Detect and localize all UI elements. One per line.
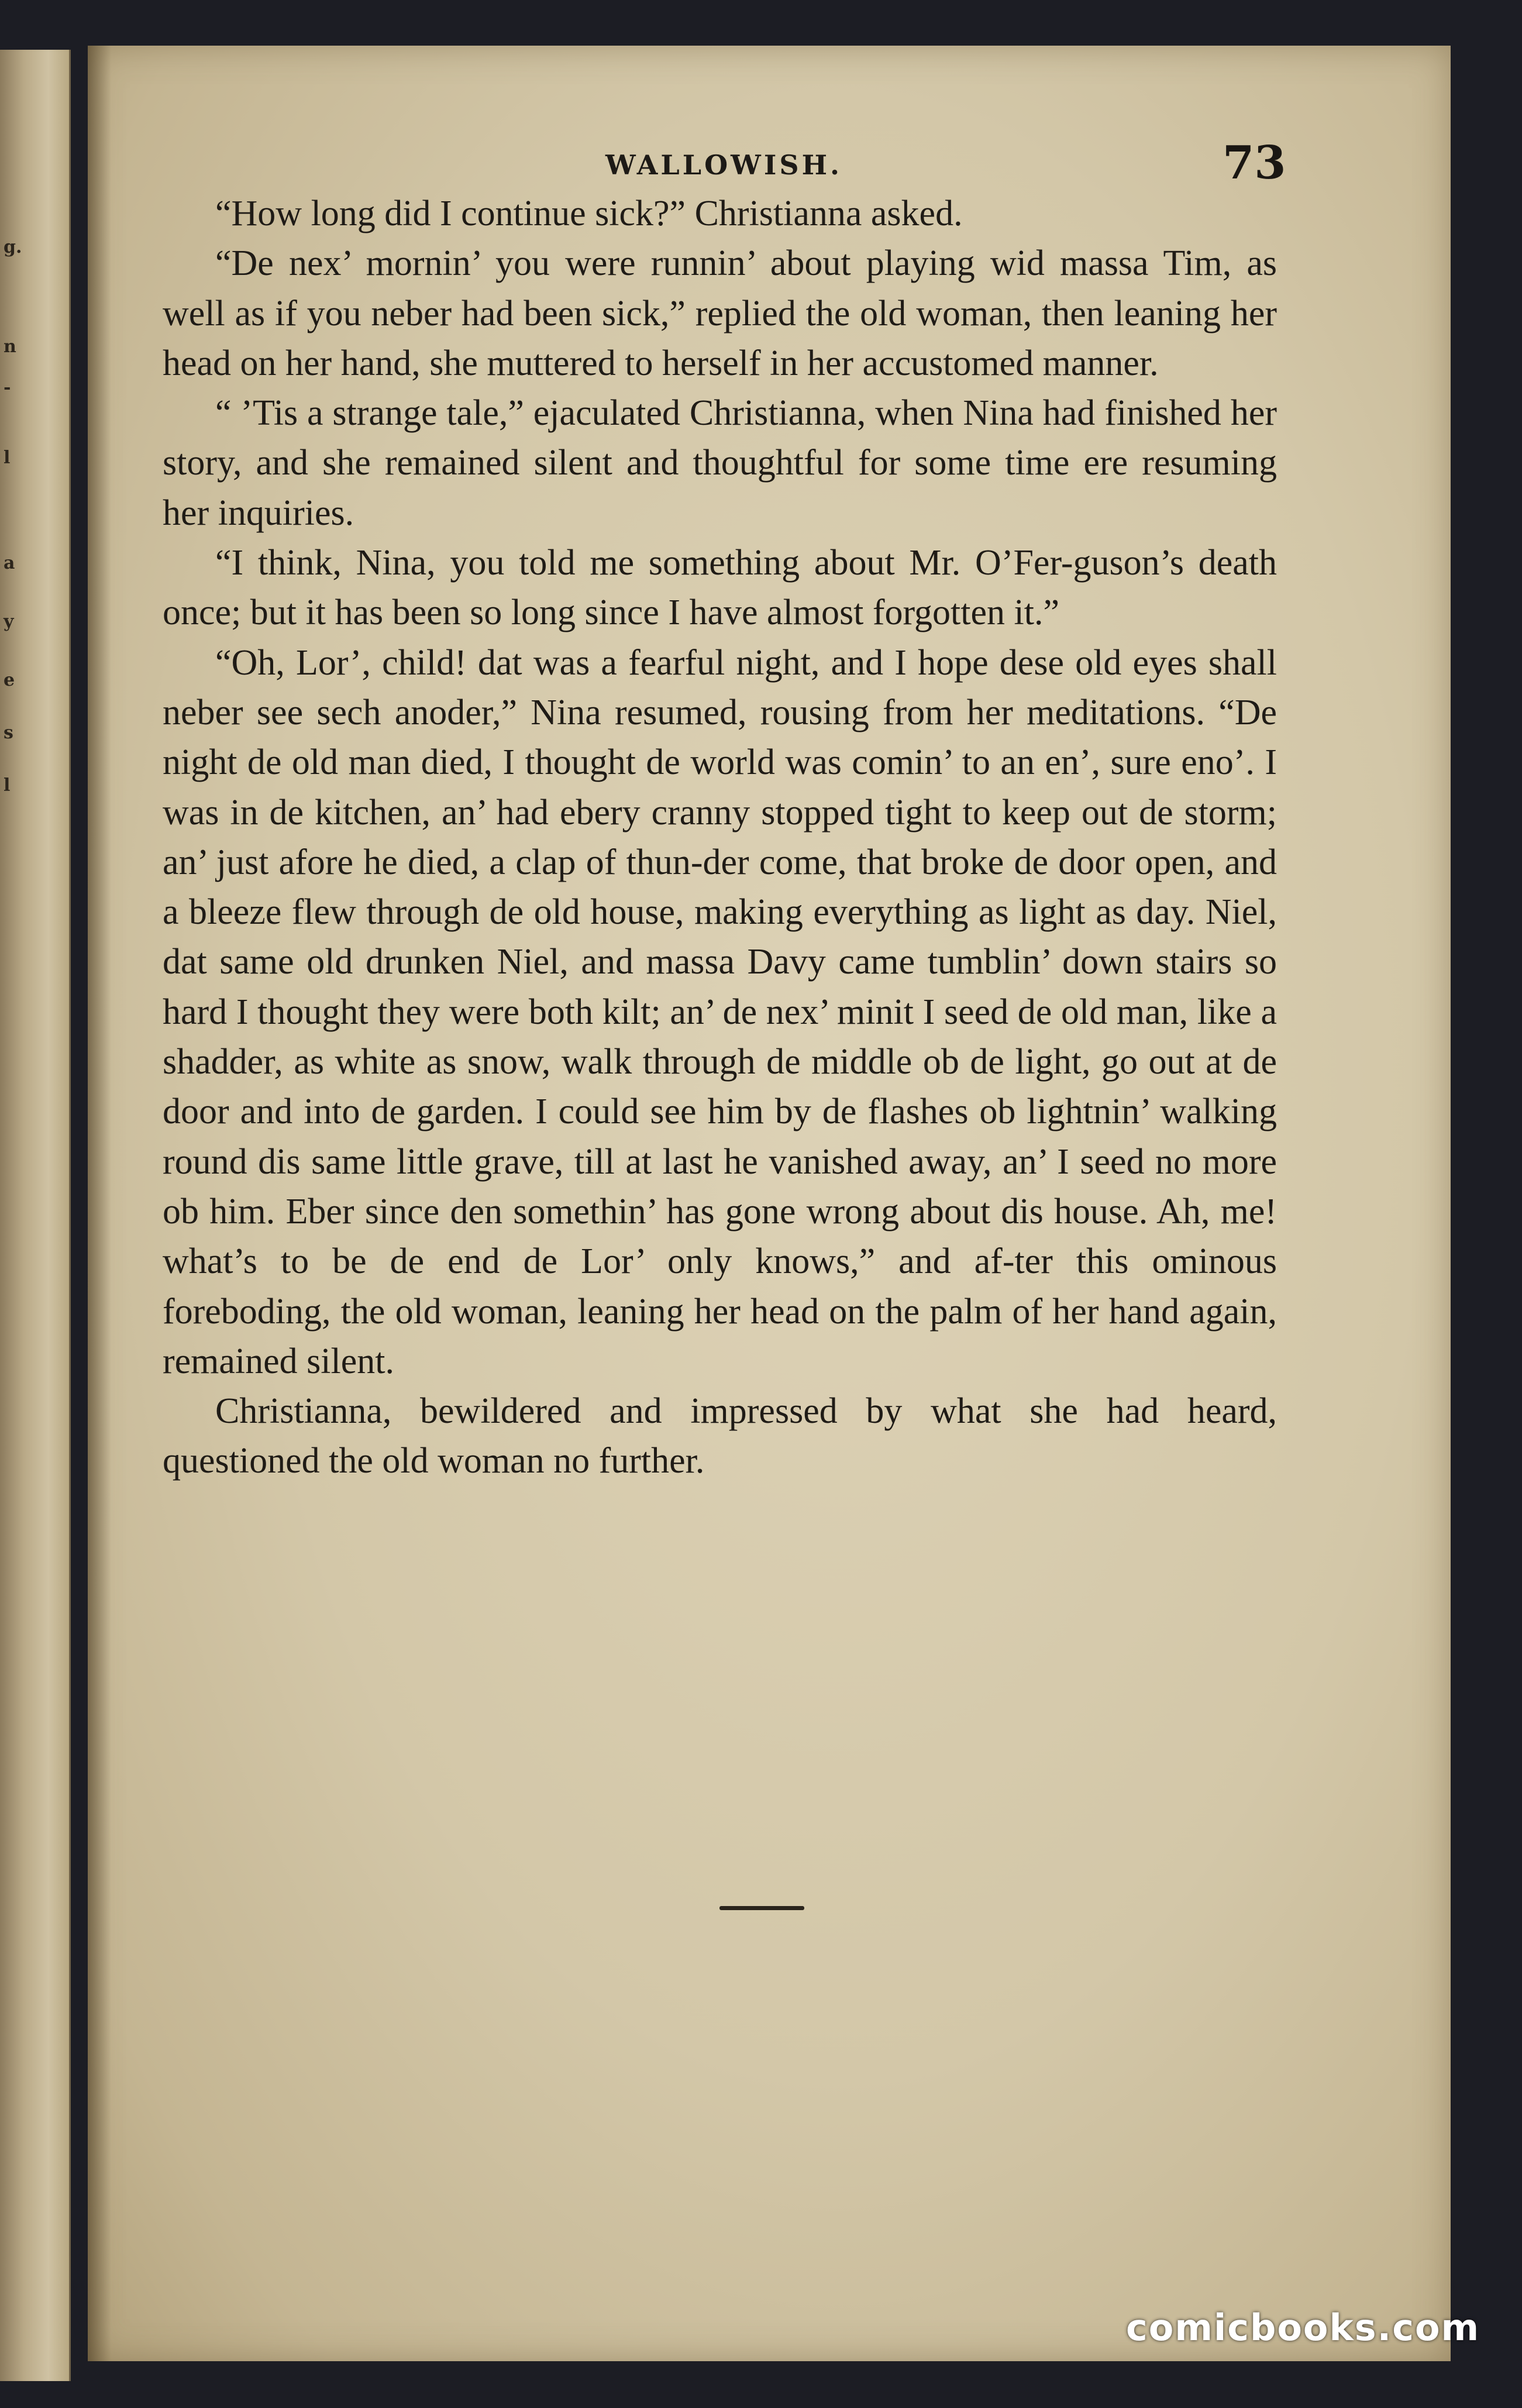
running-head-title: WALLOWISH. bbox=[605, 149, 843, 181]
running-head bbox=[88, 136, 1451, 195]
paragraph: “I think, Nina, you told me something about Mr. O’Fer-guson’s death once; but it has been so long since I have almost forgotten it.” bbox=[163, 543, 1277, 633]
page-number: 73 bbox=[1223, 136, 1286, 190]
prev-page-fragment: a bbox=[4, 553, 15, 573]
body-text bbox=[163, 189, 1277, 1487]
prev-page-fragment: g. bbox=[4, 237, 22, 257]
prev-page-fragment: e bbox=[4, 670, 15, 690]
prev-page-fragment: - bbox=[4, 377, 11, 398]
prev-page-fragment: l bbox=[4, 775, 11, 796]
paragraph: “Oh, Lor’, child! dat was a fearful night, and I hope dese old eyes shall neber see sech anoder,” Nina resumed, rousing from her meditations. “De night de old man died, I thought de world was comin’ to an en’, sure eno’. I was in de kitchen, an’ had ebery cranny stopped tight to keep out de storm; an’ just afore he died, a clap of thun-der come, that broke de door open, and a bleeze flew through de old house, making everything as light as day. Niel, dat same old drunken Niel, and massa Davy came tumblin’ down stairs so hard I thought they were both kilt; an’ de nex’ minit I seed de old man, like a shadder, as white as snow, walk through de middle ob de light, go out at de door and into de garden. I could see him by de flashes ob lightnin’ walking round dis same little grave, till at last he vanished away, an’ I seed no more ob him. Eber since den somethin’ has gone wrong about dis house. Ah, me! what’s to be de end de Lor’ only knows,” and af-ter this ominous foreboding, the old woman, leaning her head on the palm of her hand again, remained silent. bbox=[163, 642, 1277, 1381]
section-divider-rule bbox=[719, 1906, 804, 1910]
spine-shadow bbox=[88, 46, 111, 2361]
prev-page-fragment: s bbox=[4, 723, 13, 743]
previous-page-edge bbox=[0, 50, 71, 2381]
book-page bbox=[88, 46, 1451, 2361]
paragraph: “De nex’ mornin’ you were runnin’ about playing wid massa Tim, as well as if you neber had been sick,” replied the old woman, then leaning her head on her hand, she muttered to herself in her accustomed manner. bbox=[163, 243, 1277, 383]
paragraph: Christianna, bewildered and impressed by what she had heard, questioned the old woman no further. bbox=[163, 1391, 1277, 1481]
watermark-text: comicbooks.com bbox=[1126, 2306, 1480, 2349]
prev-page-fragment: y bbox=[4, 611, 14, 632]
prev-page-fragment: l bbox=[4, 448, 11, 468]
paragraph: “ ’Tis a strange tale,” ejaculated Christianna, when Nina had finished her story, and she remained silent and thoughtful for some time ere resuming her inquiries. bbox=[163, 393, 1277, 533]
prev-page-fragment: n bbox=[4, 336, 16, 357]
paragraph: “How long did I continue sick?” Christianna asked. bbox=[215, 194, 963, 233]
